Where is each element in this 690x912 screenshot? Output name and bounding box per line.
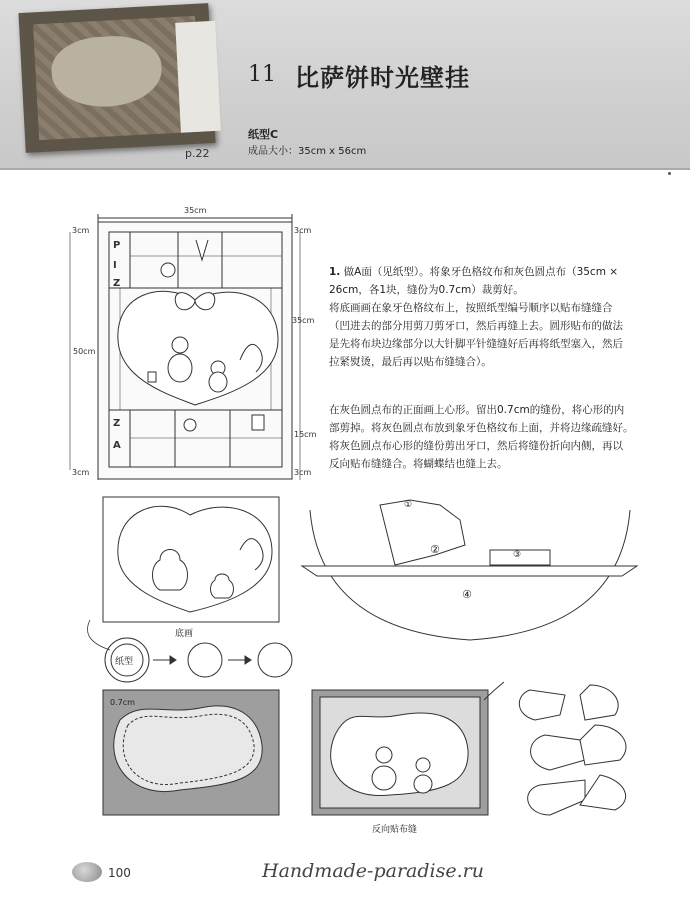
base-drawing-caption: 底画 [175,629,194,639]
letter-p: P [113,240,121,251]
photo-page-reference[interactable]: p.22 [185,147,210,160]
step-3-marker: ③ [513,550,522,560]
width-dimension: 35cm [184,206,207,215]
step-2-marker: ② [430,543,440,556]
step-4-marker: ④ [462,588,472,601]
size-label: 成品大小： [248,146,298,157]
side-15-dimension: 15cm [294,430,317,439]
instruction-line: （凹进去的部分用剪刀剪牙口，然后再缝上去。圆形贴布的做法 [329,320,623,332]
instruction-line: 反向贴布缝缝合。将蝴蝶结也缝上去。 [329,458,508,470]
reverse-applique-caption: 反向贴布缝 [372,825,418,835]
instruction-paragraph-2 [329,401,669,473]
page-number: 100 [108,866,131,880]
height-dimension: 50cm [73,347,96,356]
letter-a: A [113,440,121,451]
page-title: 比萨饼时光壁挂 [295,64,470,92]
seam-allowance-label: 0.7cm [110,698,135,707]
paper-template-label: 纸型 [115,657,134,667]
instruction-line: 拉紧熨烫，最后再以贴布缝缝合）。 [329,356,492,368]
instruction-line: 将底画画在象牙色格纹布上，按照纸型编号顺序以贴布缝缝合 [329,302,613,314]
project-number: 11 [248,62,276,87]
side-35-dimension: 35cm [292,316,315,325]
instruction-line: 在灰色圆点布的正面画上心形。留出0.7cm的缝份，将心形的内 [329,404,625,416]
instruction-paragraph-1 [329,263,669,371]
button-icon [72,862,102,882]
instruction-line: 是先将布块边缘部分以大针脚平针缝缝好后再将纸型塞入，然后 [329,338,623,350]
instruction-line: 部剪掉。将灰色圆点布放到象牙色格纹布上面，并将边缘疏缝好。 [329,422,634,434]
bottom-margin-dimension: 3cm [72,468,90,477]
letter-i: I [113,260,117,271]
instruction-line: 26cm，各1块，缝份为0.7cm）裁剪好。 [329,284,524,296]
bottom-right-margin-dimension: 3cm [294,468,312,477]
top-right-margin-dimension: 3cm [294,226,312,235]
step-1-marker: ① [404,500,413,510]
pattern-label: 纸型C [248,128,279,141]
size-value: 35cm x 56cm [298,146,367,157]
letter-z-top: Z [113,278,121,289]
watermark[interactable]: Handmade-paradise.ru [262,860,484,882]
top-margin-dimension: 3cm [72,226,90,235]
instruction-line: 1. 做A面（见纸型）。将象牙色格纹布和灰色圆点布（35cm × [329,266,619,278]
letter-z-bottom: Z [113,418,121,429]
instruction-line: 将灰色圆点布心形的缝份剪出牙口，然后将缝份折向内侧，再以 [329,440,623,452]
step-number: 1. [329,266,341,278]
